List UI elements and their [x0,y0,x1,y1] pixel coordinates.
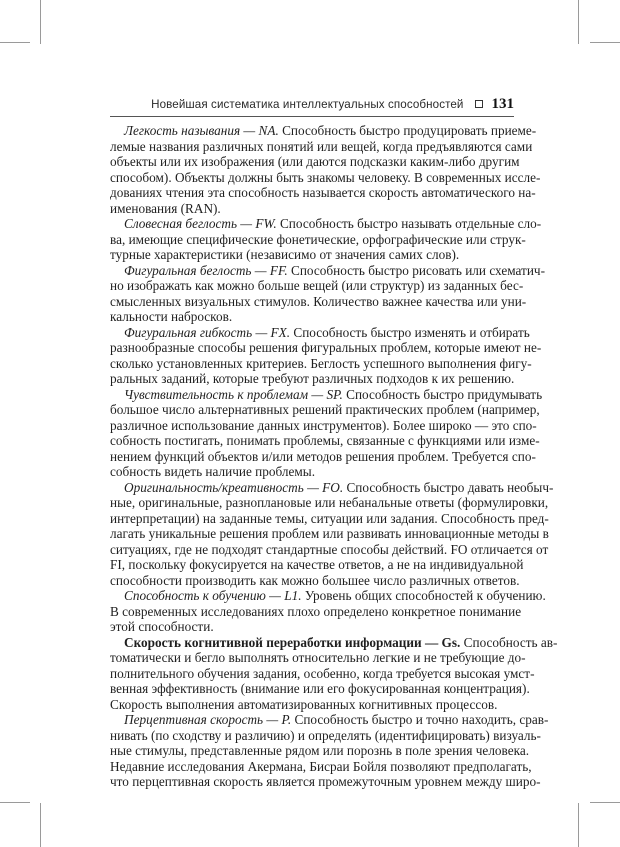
text-line [110,262,545,279]
text-line [110,123,537,139]
term-heading: Фигуральная беглость — FF. [124,262,288,278]
text-line: кальности набросков. [110,309,233,324]
text-line: FI, поскольку фокусируется на качестве ответов, а не на индивидуальной [110,557,524,572]
text-line: различное использование данных инструментов). Более широко — это спо- [110,417,537,433]
text-line: нивать (по сходству и различию) и определять (идентифицировать) визуаль- [110,727,541,743]
text-line: венная эффективность (внимание или его фокусированная концентрация). [110,681,530,696]
text-line: но изображать как можно больше вещей (или структур) из заданных бес- [110,278,524,293]
crop-mark [40,0,41,44]
text-line: ральных заданий, которые требуют различных подходов к их решению. [110,371,515,386]
text-line: дованиях чтения эта способность называется скорость автоматического на- [110,185,536,200]
term-heading: Чувствительность к проблемам — SP. [124,386,343,402]
paragraph [110,324,542,387]
text-run: Способность быстро давать необыч- [343,479,554,495]
text-line [110,634,558,651]
term-heading: Скорость когнитивной переработки информации — Gs. [124,634,461,650]
text-run: Способность быстро продуцировать приеме- [278,123,537,138]
text-line: собность постигать, понимать проблемы, связанные с функциями или изме- [110,433,540,448]
text-run: Способность быстро изменять и отбирать [290,324,530,340]
text-line: способом). Объекты должны быть знакомы человеку. В современных иссле- [110,169,541,185]
term-heading: Способность к обучению — L1. [124,588,302,603]
paragraph [110,216,542,263]
text-run: Способность быстро и точно находить, срав- [291,712,549,727]
paragraph [110,262,545,325]
text-line: лемые названия различных понятий или вещей, когда предъявляются сами [110,138,533,154]
text-line: полнительного обучения задания, особенно, когда требуется высокая умст- [110,665,535,681]
text-run: Уровень общих способностей к обучению. [301,588,546,603]
term-heading: Перцептивная скорость — P. [124,712,292,727]
text-line: объекты или их изображения (или даются подсказки каким-либо другим [110,154,520,169]
text-line: нением функций объектов и/или методов решения проблем. Требуется спо- [110,448,536,464]
text-line: большое число альтернативных решений практических проблем (например, [110,402,540,417]
text-line: Недавние исследования Акермана, Бисраи Бойля позволяют предполагать, [110,758,532,774]
crop-mark [0,802,30,803]
square-bullet-icon [475,100,483,108]
text-line: Скорость выполнения автоматизированных когнитивных процессов. [110,696,498,712]
crop-mark [590,42,620,43]
text-line: ситуациях, где не подходят стандартные способы действий. FO отличается от [110,541,549,557]
body-text [110,123,558,790]
text-line: ные стимулы, представленные рядом или порознь в поле зрения человека. [110,743,530,758]
text-line: что перцептивная скорость является промежуточным уровнем между широ- [110,774,541,789]
text-line: ные, оригинальные, разноплановые или небанальные ответы (формулировки, [110,495,549,510]
text-line: разнообразные способы решения фигуральных проблем, которые имеют не- [110,340,542,355]
term-heading: Фигуральная гибкость — FX. [124,324,291,340]
crop-mark [0,42,30,43]
text-line: В современных исследованиях плохо определено конкретное понимание [110,603,522,619]
text-line: томатически и бегло выполнять относительно легкие и не требующие до- [110,650,526,665]
text-run: Способность быстро называть отдельные сло- [276,216,542,231]
text-line [110,588,546,604]
running-header [110,94,514,114]
text-line: именования (RAN). [110,200,221,216]
text-run: Способность быстро придумывать [342,386,543,402]
text-line: турные характеристики (независимо от значения самих слов). [110,247,460,262]
crop-mark [40,803,41,847]
text-line [110,386,543,403]
term-heading: Легкость называния — NA. [124,123,279,138]
page-number: 131 [491,95,514,112]
text-run: Способность ав- [460,634,558,650]
crop-mark [590,802,620,803]
paragraph [110,634,558,713]
text-line: интерпретации) на заданные темы, ситуации или задания. Способность пред- [110,510,549,526]
text-line: собность видеть наличие проблемы. [110,464,316,479]
crop-mark [578,0,579,44]
text-line: сколько установленных критериев. Беглость успешного выполнения фигу- [110,355,532,371]
text-line [110,479,554,496]
term-heading: Словесная беглость — FW. [124,216,277,231]
text-line: смысленных визуальных стимулов. Количество важнее качества или уни- [110,293,527,309]
running-header-title: Новейшая систематика интеллектуальных способностей [151,97,464,111]
paragraph [110,479,554,589]
paragraph [110,386,543,480]
paragraph [110,712,549,790]
header-divider [110,116,514,117]
text-line: лагать уникальные решения проблем или развивать инновационные методы в [110,526,549,541]
text-line [110,324,530,341]
text-run: Способность быстро рисовать или схематич- [287,262,545,278]
text-line: ва, имеющие специфические фонетические, орфографические или струк- [110,231,526,247]
text-line [110,216,542,232]
text-line: этой способности. [110,619,214,634]
text-line: способности производить как можно большее число различных ответов. [110,572,520,588]
term-heading: Оригинальность/креативность — FO. [124,479,344,495]
text-line [110,712,549,728]
crop-mark [578,803,579,847]
paragraph [110,588,546,635]
paragraph [110,123,541,216]
